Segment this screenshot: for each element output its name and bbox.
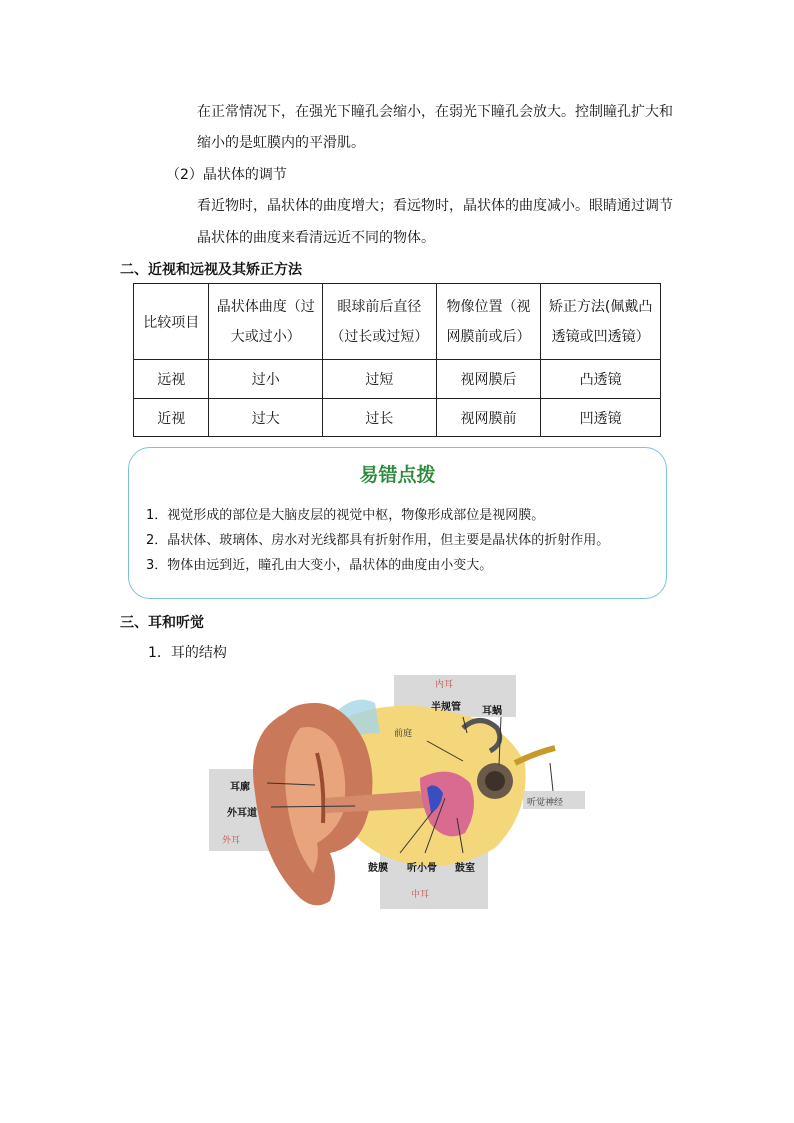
label-cochlea: 耳蜗 [482,706,502,717]
label-outer-ear: 外耳 [222,836,241,846]
table-cell: 视网膜前 [436,399,541,437]
table-header-row [134,284,661,360]
comparison-table [133,283,661,437]
ear-illustration [205,673,590,913]
label-vestibule: 前庭 [394,729,413,739]
label-auricle: 耳廓 [230,782,250,793]
callout-title: 易错点拨 [359,464,436,486]
paragraph-line: 晶状体的曲度来看清远近不同的物体。 [197,230,435,246]
label-semicircular-canals: 半规管 [431,702,461,713]
table-cell: 视网膜后 [436,360,541,399]
section-title: 二、近视和远视及其矫正方法 [120,262,302,278]
label-tympanic-cavity: 鼓室 [455,863,475,874]
table-header-cell: 比较项目 [134,284,209,360]
label-ossicles: 听小骨 [407,863,437,874]
ear-structure-figure [205,673,590,913]
table-cell: 过小 [209,360,323,399]
table-cell: 近视 [134,399,209,437]
table-header-cell: 矫正方法(佩戴凸 透镜或凹透镜） [541,284,661,360]
paragraph-line: 缩小的是虹膜内的平滑肌。 [197,135,365,151]
label-middle-ear: 中耳 [411,890,430,900]
label-ear-canal: 外耳道 [227,808,257,819]
table-cell: 过长 [323,399,437,437]
paragraph-line: 看近物时，晶状体的曲度增大；看远物时，晶状体的曲度减小。眼睛通过调节 [197,198,673,214]
tip-item: 3．物体由远到近，瞳孔由大变小，晶状体的曲度由小变大。 [146,558,493,573]
label-auditory-nerve: 听觉神经 [527,798,564,808]
tip-item: 2．晶状体、玻璃体、房水对光线都具有折射作用，但主要是晶状体的折射作用。 [146,533,610,548]
table-header-cell: 晶状体曲度（过 大或过小） [209,284,323,360]
table-row [134,360,661,399]
subheading: （2）晶状体的调节 [166,167,287,183]
table-cell: 凹透镜 [541,399,661,437]
section-title: 三、耳和听觉 [120,615,204,631]
paragraph-line: 在正常情况下，在强光下瞳孔会缩小，在弱光下瞳孔会放大。控制瞳孔扩大和 [197,104,673,120]
table-header-cell: 物像位置（视 网膜前或后） [436,284,541,360]
tips-callout [128,447,667,599]
table-cell: 过短 [323,360,437,399]
table-cell: 过大 [209,399,323,437]
tip-item: 1．视觉形成的部位是大脑皮层的视觉中枢，物像形成部位是视网膜。 [146,508,545,523]
label-inner-ear: 内耳 [435,680,454,690]
label-eardrum: 鼓膜 [368,863,388,874]
subheading: 1．耳的结构 [148,645,227,661]
table-cell: 凸透镜 [541,360,661,399]
table-row [134,399,661,437]
table-header-cell: 眼球前后直径 （过长或过短） [323,284,437,360]
table-cell: 远视 [134,360,209,399]
